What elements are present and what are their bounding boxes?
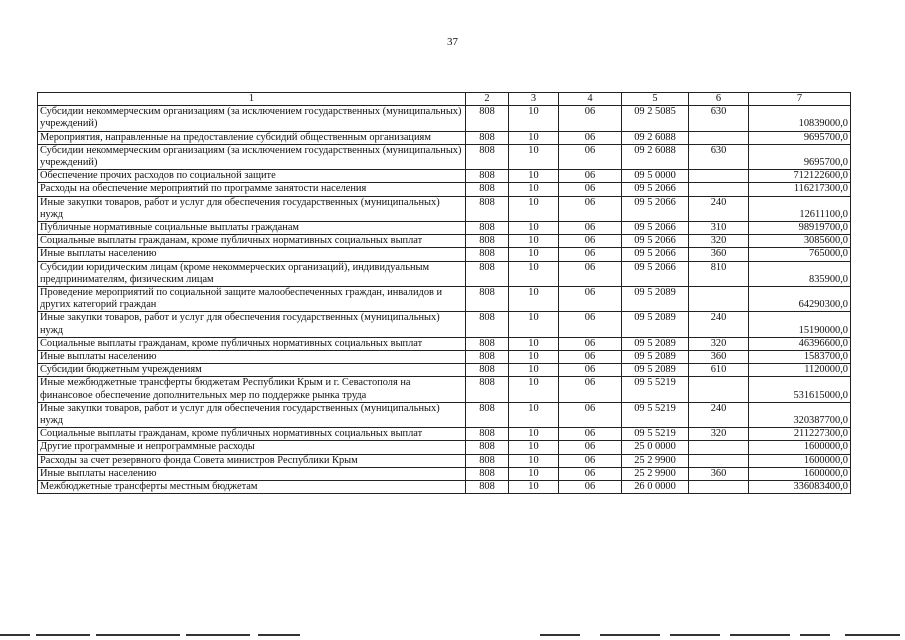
row-section: 10 bbox=[509, 106, 559, 131]
table-row bbox=[38, 183, 851, 196]
row-expense-type: 320 bbox=[689, 235, 749, 248]
row-expense-type bbox=[689, 183, 749, 196]
column-header: 5 bbox=[622, 93, 689, 106]
row-expense-type: 810 bbox=[689, 261, 749, 286]
row-target-article: 25 2 9900 bbox=[622, 454, 689, 467]
row-target-article: 09 5 5219 bbox=[622, 402, 689, 427]
row-name: Мероприятия, направленные на предоставление субсидий общественным организациям bbox=[38, 131, 466, 144]
row-section: 10 bbox=[509, 287, 559, 312]
row-name: Иные закупки товаров, работ и услуг для обеспечения государственных (муниципальных) нужд bbox=[38, 312, 466, 337]
row-sum: 46396600,0 bbox=[749, 337, 851, 350]
row-target-article: 09 5 2066 bbox=[622, 222, 689, 235]
table-row bbox=[38, 402, 851, 427]
row-expense-type bbox=[689, 441, 749, 454]
row-sum: 712122600,0 bbox=[749, 170, 851, 183]
row-section: 10 bbox=[509, 428, 559, 441]
row-subsection: 06 bbox=[559, 144, 622, 169]
table-row bbox=[38, 144, 851, 169]
row-expense-type: 360 bbox=[689, 248, 749, 261]
row-target-article: 09 5 2089 bbox=[622, 351, 689, 364]
row-code: 808 bbox=[466, 441, 509, 454]
row-name: Иные выплаты населению bbox=[38, 248, 466, 261]
row-sum: 9695700,0 bbox=[749, 144, 851, 169]
row-section: 10 bbox=[509, 235, 559, 248]
table-row bbox=[38, 312, 851, 337]
row-expense-type: 630 bbox=[689, 144, 749, 169]
row-code: 808 bbox=[466, 428, 509, 441]
table-row bbox=[38, 377, 851, 402]
table-row bbox=[38, 351, 851, 364]
row-target-article: 25 2 9900 bbox=[622, 467, 689, 480]
row-name: Субсидии бюджетным учреждениям bbox=[38, 364, 466, 377]
row-name: Межбюджетные трансферты местным бюджетам bbox=[38, 481, 466, 494]
table-row bbox=[38, 454, 851, 467]
row-target-article: 09 2 6088 bbox=[622, 131, 689, 144]
row-sum: 116217300,0 bbox=[749, 183, 851, 196]
row-section: 10 bbox=[509, 377, 559, 402]
row-subsection: 06 bbox=[559, 454, 622, 467]
row-code: 808 bbox=[466, 454, 509, 467]
column-header: 3 bbox=[509, 93, 559, 106]
table-row bbox=[38, 131, 851, 144]
row-code: 808 bbox=[466, 402, 509, 427]
row-section: 10 bbox=[509, 454, 559, 467]
column-header: 2 bbox=[466, 93, 509, 106]
row-code: 808 bbox=[466, 377, 509, 402]
row-subsection: 06 bbox=[559, 287, 622, 312]
row-subsection: 06 bbox=[559, 364, 622, 377]
row-sum: 64290300,0 bbox=[749, 287, 851, 312]
row-subsection: 06 bbox=[559, 441, 622, 454]
page-number: 37 bbox=[447, 36, 458, 48]
row-code: 808 bbox=[466, 235, 509, 248]
row-code: 808 bbox=[466, 183, 509, 196]
row-target-article: 09 5 2089 bbox=[622, 287, 689, 312]
row-expense-type: 630 bbox=[689, 106, 749, 131]
row-section: 10 bbox=[509, 261, 559, 286]
row-target-article: 09 5 2066 bbox=[622, 183, 689, 196]
row-target-article: 09 5 2089 bbox=[622, 337, 689, 350]
table-row bbox=[38, 248, 851, 261]
row-code: 808 bbox=[466, 351, 509, 364]
row-name: Иные закупки товаров, работ и услуг для обеспечения государственных (муниципальных) нужд bbox=[38, 196, 466, 221]
row-target-article: 09 5 2066 bbox=[622, 196, 689, 221]
row-sum: 765000,0 bbox=[749, 248, 851, 261]
row-subsection: 06 bbox=[559, 235, 622, 248]
row-target-article: 09 5 5219 bbox=[622, 428, 689, 441]
row-target-article: 09 5 2066 bbox=[622, 261, 689, 286]
row-name: Иные закупки товаров, работ и услуг для обеспечения государственных (муниципальных) нужд bbox=[38, 402, 466, 427]
header-row bbox=[38, 93, 851, 106]
row-sum: 211227300,0 bbox=[749, 428, 851, 441]
row-name: Социальные выплаты гражданам, кроме публичных нормативных социальных выплат bbox=[38, 337, 466, 350]
row-name: Социальные выплаты гражданам, кроме публичных нормативных социальных выплат bbox=[38, 235, 466, 248]
row-name: Иные межбюджетные трансферты бюджетам Республики Крым и г. Севастополя на финансовое обеспечение дополнительных мер по поддержке рынка труда bbox=[38, 377, 466, 402]
row-code: 808 bbox=[466, 312, 509, 337]
table-row bbox=[38, 481, 851, 494]
row-expense-type bbox=[689, 170, 749, 183]
row-name: Другие программные и непрограммные расходы bbox=[38, 441, 466, 454]
table-row bbox=[38, 261, 851, 286]
row-sum: 9695700,0 bbox=[749, 131, 851, 144]
row-section: 10 bbox=[509, 248, 559, 261]
row-section: 10 bbox=[509, 183, 559, 196]
row-target-article: 09 5 2089 bbox=[622, 312, 689, 337]
table-row bbox=[38, 106, 851, 131]
row-subsection: 06 bbox=[559, 467, 622, 480]
column-header: 1 bbox=[38, 93, 466, 106]
row-code: 808 bbox=[466, 106, 509, 131]
row-name: Иные выплаты населению bbox=[38, 351, 466, 364]
row-sum: 15190000,0 bbox=[749, 312, 851, 337]
row-sum: 320387700,0 bbox=[749, 402, 851, 427]
row-name: Расходы за счет резервного фонда Совета министров Республики Крым bbox=[38, 454, 466, 467]
row-expense-type bbox=[689, 131, 749, 144]
row-sum: 1583700,0 bbox=[749, 351, 851, 364]
row-code: 808 bbox=[466, 467, 509, 480]
table-row bbox=[38, 337, 851, 350]
row-section: 10 bbox=[509, 196, 559, 221]
row-expense-type bbox=[689, 481, 749, 494]
row-target-article: 09 5 2089 bbox=[622, 364, 689, 377]
budget-table bbox=[37, 92, 851, 494]
row-subsection: 06 bbox=[559, 402, 622, 427]
row-code: 808 bbox=[466, 337, 509, 350]
row-subsection: 06 bbox=[559, 196, 622, 221]
row-section: 10 bbox=[509, 351, 559, 364]
row-target-article: 09 5 0000 bbox=[622, 170, 689, 183]
row-expense-type: 240 bbox=[689, 402, 749, 427]
table-row bbox=[38, 170, 851, 183]
row-code: 808 bbox=[466, 248, 509, 261]
row-subsection: 06 bbox=[559, 170, 622, 183]
row-name: Проведение мероприятий по социальной защите малообеспеченных граждан, инвалидов и других категорий граждан bbox=[38, 287, 466, 312]
row-subsection: 06 bbox=[559, 183, 622, 196]
row-subsection: 06 bbox=[559, 222, 622, 235]
table-row bbox=[38, 467, 851, 480]
row-expense-type: 310 bbox=[689, 222, 749, 235]
row-name: Субсидии некоммерческим организациям (за исключением государственных (муниципальных) учреждений) bbox=[38, 106, 466, 131]
table-row bbox=[38, 235, 851, 248]
row-section: 10 bbox=[509, 222, 559, 235]
column-header: 6 bbox=[689, 93, 749, 106]
row-expense-type: 240 bbox=[689, 196, 749, 221]
row-name: Публичные нормативные социальные выплаты гражданам bbox=[38, 222, 466, 235]
row-code: 808 bbox=[466, 222, 509, 235]
row-sum: 10839000,0 bbox=[749, 106, 851, 131]
row-section: 10 bbox=[509, 312, 559, 337]
row-name: Иные выплаты населению bbox=[38, 467, 466, 480]
row-subsection: 06 bbox=[559, 351, 622, 364]
row-subsection: 06 bbox=[559, 248, 622, 261]
row-section: 10 bbox=[509, 441, 559, 454]
table-row bbox=[38, 196, 851, 221]
row-code: 808 bbox=[466, 144, 509, 169]
row-code: 808 bbox=[466, 131, 509, 144]
row-expense-type bbox=[689, 377, 749, 402]
row-sum: 835900,0 bbox=[749, 261, 851, 286]
row-expense-type: 360 bbox=[689, 467, 749, 480]
row-name: Субсидии некоммерческим организациям (за исключением государственных (муниципальных) учреждений) bbox=[38, 144, 466, 169]
table-row bbox=[38, 441, 851, 454]
row-section: 10 bbox=[509, 402, 559, 427]
row-code: 808 bbox=[466, 170, 509, 183]
row-section: 10 bbox=[509, 481, 559, 494]
row-subsection: 06 bbox=[559, 312, 622, 337]
row-code: 808 bbox=[466, 196, 509, 221]
table-row bbox=[38, 287, 851, 312]
row-section: 10 bbox=[509, 467, 559, 480]
row-code: 808 bbox=[466, 481, 509, 494]
row-section: 10 bbox=[509, 144, 559, 169]
row-target-article: 09 2 5085 bbox=[622, 106, 689, 131]
row-target-article: 09 5 2066 bbox=[622, 235, 689, 248]
table-row bbox=[38, 428, 851, 441]
row-subsection: 06 bbox=[559, 428, 622, 441]
row-sum: 1120000,0 bbox=[749, 364, 851, 377]
table-row bbox=[38, 364, 851, 377]
row-subsection: 06 bbox=[559, 377, 622, 402]
row-expense-type: 610 bbox=[689, 364, 749, 377]
row-sum: 1600000,0 bbox=[749, 441, 851, 454]
row-sum: 3085600,0 bbox=[749, 235, 851, 248]
row-section: 10 bbox=[509, 364, 559, 377]
row-target-article: 09 5 5219 bbox=[622, 377, 689, 402]
row-sum: 336083400,0 bbox=[749, 481, 851, 494]
column-header: 4 bbox=[559, 93, 622, 106]
row-target-article: 26 0 0000 bbox=[622, 481, 689, 494]
row-code: 808 bbox=[466, 287, 509, 312]
row-expense-type: 360 bbox=[689, 351, 749, 364]
row-sum: 98919700,0 bbox=[749, 222, 851, 235]
row-expense-type: 320 bbox=[689, 428, 749, 441]
row-section: 10 bbox=[509, 337, 559, 350]
row-code: 808 bbox=[466, 261, 509, 286]
scan-edge-artifact bbox=[0, 633, 905, 637]
row-expense-type bbox=[689, 454, 749, 467]
row-subsection: 06 bbox=[559, 261, 622, 286]
row-expense-type: 320 bbox=[689, 337, 749, 350]
row-name: Социальные выплаты гражданам, кроме публичных нормативных социальных выплат bbox=[38, 428, 466, 441]
row-subsection: 06 bbox=[559, 106, 622, 131]
row-section: 10 bbox=[509, 170, 559, 183]
row-name: Расходы на обеспечение мероприятий по программе занятости населения bbox=[38, 183, 466, 196]
column-header: 7 bbox=[749, 93, 851, 106]
row-name: Субсидии юридическим лицам (кроме некоммерческих организаций), индивидуальным предпринимателям, физическим лицам bbox=[38, 261, 466, 286]
row-subsection: 06 bbox=[559, 131, 622, 144]
row-target-article: 09 5 2066 bbox=[622, 248, 689, 261]
row-expense-type bbox=[689, 287, 749, 312]
row-target-article: 25 0 0000 bbox=[622, 441, 689, 454]
row-sum: 1600000,0 bbox=[749, 454, 851, 467]
row-code: 808 bbox=[466, 364, 509, 377]
row-name: Обеспечение прочих расходов по социальной защите bbox=[38, 170, 466, 183]
row-subsection: 06 bbox=[559, 481, 622, 494]
row-expense-type: 240 bbox=[689, 312, 749, 337]
row-sum: 12611100,0 bbox=[749, 196, 851, 221]
table-row bbox=[38, 222, 851, 235]
row-section: 10 bbox=[509, 131, 559, 144]
row-sum: 531615000,0 bbox=[749, 377, 851, 402]
row-subsection: 06 bbox=[559, 337, 622, 350]
row-target-article: 09 2 6088 bbox=[622, 144, 689, 169]
row-sum: 1600000,0 bbox=[749, 467, 851, 480]
